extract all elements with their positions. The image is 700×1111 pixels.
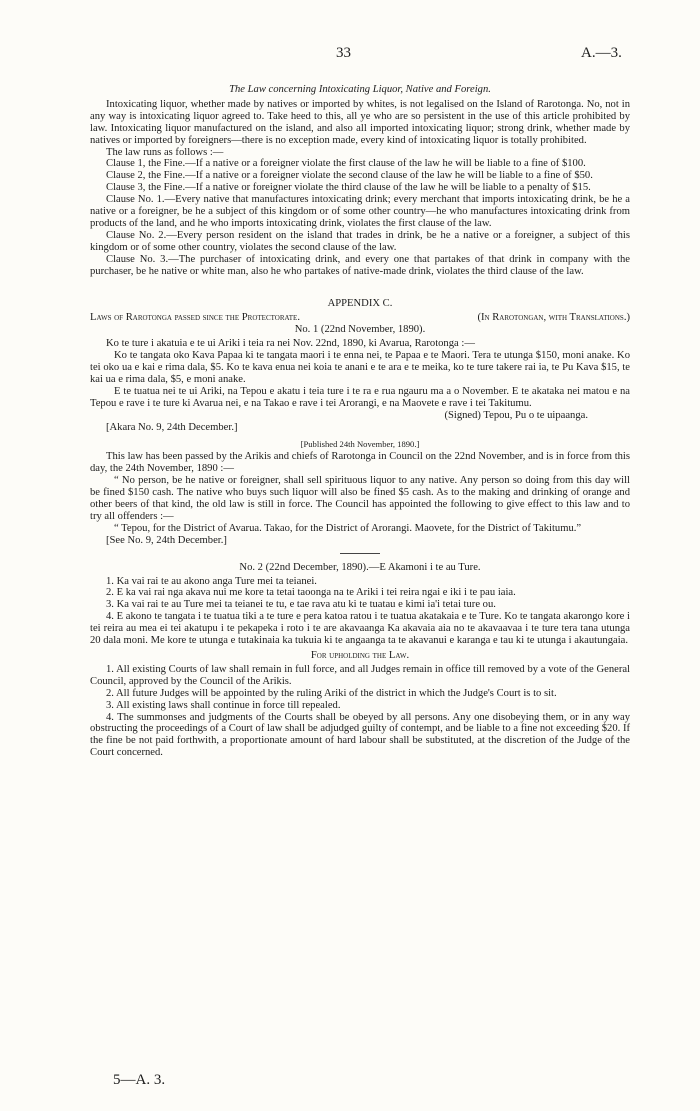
paragraph-fine-1: Clause 1, the Fine.—If a native or a foreigner violate the first clause of the law he will be liable to a fine of $100. [106, 158, 586, 170]
paragraph-fine-2: Clause 2, the Fine.—If a native or a foreigner violate the second clause of the law he will be liable to a fine of $50. [106, 170, 593, 182]
paragraph-intro: Intoxicating liquor, whether made by natives or imported by whites, is not legalised on the Island of Rarotonga. No, not in any way is intoxicating liquor agreed to. Take heed to this, all ye who are so persistent in the use of this article prohibited by law. Intoxicating liquor manufactured on the island, and also all imported intoxicating liquor; strong drink, whether made by natives or imported by foreigners—there is no exception made, every kind of intoxicating liquor is totally prohibited. [90, 98, 630, 146]
section-title-liquor-law: The Law concerning Intoxicating Liquor, Native and Foreign. [229, 84, 491, 95]
law-no1-quote: “ No person, be he native or foreigner, shall sell spirituous liquor to any native. Any person so doing from this day will be fined $150 cash. The native who buys such liquor will also be fined $5 cash. As to the making and drinking of orange and other beers of that kind, the old law is still in force. The Council has appointed the following to give effect to this law and to try all offenders :— [90, 475, 630, 522]
upholding-heading: For upholding the Law. [310, 649, 410, 661]
law-no2-item-4: 4. E akono te tangata i te tuatua tiki a te ture e pera katoa ratou i te tuatua akatakaia e te Ture. Ko te tangata akarongo kore i tei reira au mea ei tei akatupu i te pekapeka i roto i te are akavaanga Ka akavaia aia no te akavaavaa i te ture tera tana utunga 20 dala moni. Me kore te utunga e tutakinaia ka tukuia ki te angaanga ta te akavanui e karanga e tau ki te utunga i akautungaia. [90, 611, 630, 647]
paragraph-fine-3: Clause 3, the Fine.—If a native or foreigner violate the third clause of the law he will be liable to a penalty of $15. [106, 182, 591, 194]
page-number: 33 [336, 45, 351, 61]
law-no1-intro: Ko te ture i akatuia e te ui Ariki i teia ra nei Nov. 22nd, 1890, ki Avarua, Rarotonga :— [106, 338, 475, 350]
published-note: [Published 24th November, 1890.] [300, 439, 420, 450]
section-divider [340, 553, 380, 554]
law-no1-officers: “ Tepou, for the District of Avarua. Takao, for the District of Arorangi. Maovete, for the District of Takitumu.” [114, 522, 582, 534]
law-no1-translation: This law has been passed by the Arikis and chiefs of Rarotonga in Council on the 22nd November, and is in force from this day, the 24th November, 1890 :— [90, 451, 630, 475]
upholding-item-4: 4. The summonses and judgments of the Courts shall be obeyed by all persons. Any one disobeying them, or in any way obstructing the proceedings of a Court of law shall be adjudged guilty of contempt, and be liable to a fine not exceeding $20. If the fine be not paid forthwith, a proportionate amount of hard labour shall be substituted, at the discretion of the Judge of the Court concerned. [90, 711, 630, 759]
signature-line: (Signed) Tepou, Pu o te uipaanga. [444, 409, 588, 421]
law-no1-text: Ko te tangata oko Kava Papaa ki te tangata maori i te enna nei, te Papaa e te Maori. Tera te utunga $150, moni anake. Ko tei oko ua e kai e rima dala, $5. Ko te kava enua nei koia te anani e te ara e te meika, ko te ture takere rai ia, te Pu Kava $15, te kai ua e rima dala, $5, e moni anake. [90, 350, 630, 385]
law-no2-item-1: 1. Ka vai rai te au akono anga Ture mei ta teianei. [106, 575, 317, 587]
laws-heading-row [90, 312, 630, 324]
law-no2-heading: No. 2 (22nd December, 1890).—E Akamoni i te au Ture. [239, 561, 481, 573]
law-no2-item-3: 3. Ka vai rai te au Ture mei ta teianei te tu, e tae rava atu ki te tuatau e kimi ia'i tetai ture ou. [106, 599, 496, 611]
paragraph-clause-2: Clause No. 2.—Every person resident on the island that trades in drink, be he a native or a foreigner, a subject of this kingdom or of some other country, violates the second clause of the law. [90, 229, 630, 253]
paragraph-clause-3: Clause No. 3.—The purchaser of intoxicating drink, and every one that partakes of that drink in company with the purchaser, be he native or white man, also he who partakes of native-made drink, violates the third clause of the law. [90, 253, 630, 277]
law-no2-item-2: 2. E ka vai rai nga akava nui me kore ta tetai taoonga na te Ariki i tei reira ngai e iki i te pau iaia. [106, 587, 516, 599]
laws-heading: Laws of Rarotonga passed since the Protectorate. [90, 312, 300, 324]
upholding-item-3: 3. All existing laws shall continue in force till repealed. [106, 699, 341, 711]
upholding-item-1: 1. All existing Courts of law shall remain in full force, and all Judges remain in office till removed by a vote of the General Council, approved by the Council of the Arikis. [90, 663, 630, 687]
appendix-title: APPENDIX C. [327, 297, 393, 309]
signature-mark: 5—A. 3. [113, 1072, 166, 1088]
document-reference: A.—3. [581, 45, 622, 61]
law-no1-heading: No. 1 (22nd November, 1890). [294, 324, 426, 336]
upholding-item-2: 2. All future Judges will be appointed by the ruling Ariki of the district in which the Judge's Court is to sit. [106, 687, 557, 699]
laws-heading-note: (In Rarotongan, with Translations.) [477, 312, 630, 324]
page-body [90, 70, 630, 759]
law-no1-text-2: E te tuatua nei te ui Ariki, na Tepou e akatu i teia ture i te ra e rua ngauru ma a o November. E te akataka nei matou e na Tepou e rave i te ture ki Avarua nei, e na Takao e rave i tei Arorangi, e na Maovete e rave i tei Takitumu. [90, 385, 630, 409]
akara-note: [Akara No. 9, 24th December.] [106, 421, 238, 433]
paragraph-law-runs: The law runs as follows :— [106, 146, 224, 158]
paragraph-clause-1: Clause No. 1.—Every native that manufactures intoxicating drink; every merchant that imports intoxicating drink, be he a native or a foreigner, be he a subject of this kingdom or of some other country—he who manufactures intoxicating drink from products of the land, and he who imports intoxicating drink, violates the first clause of the law. [90, 194, 630, 229]
see-note: [See No. 9, 24th December.] [106, 534, 227, 546]
